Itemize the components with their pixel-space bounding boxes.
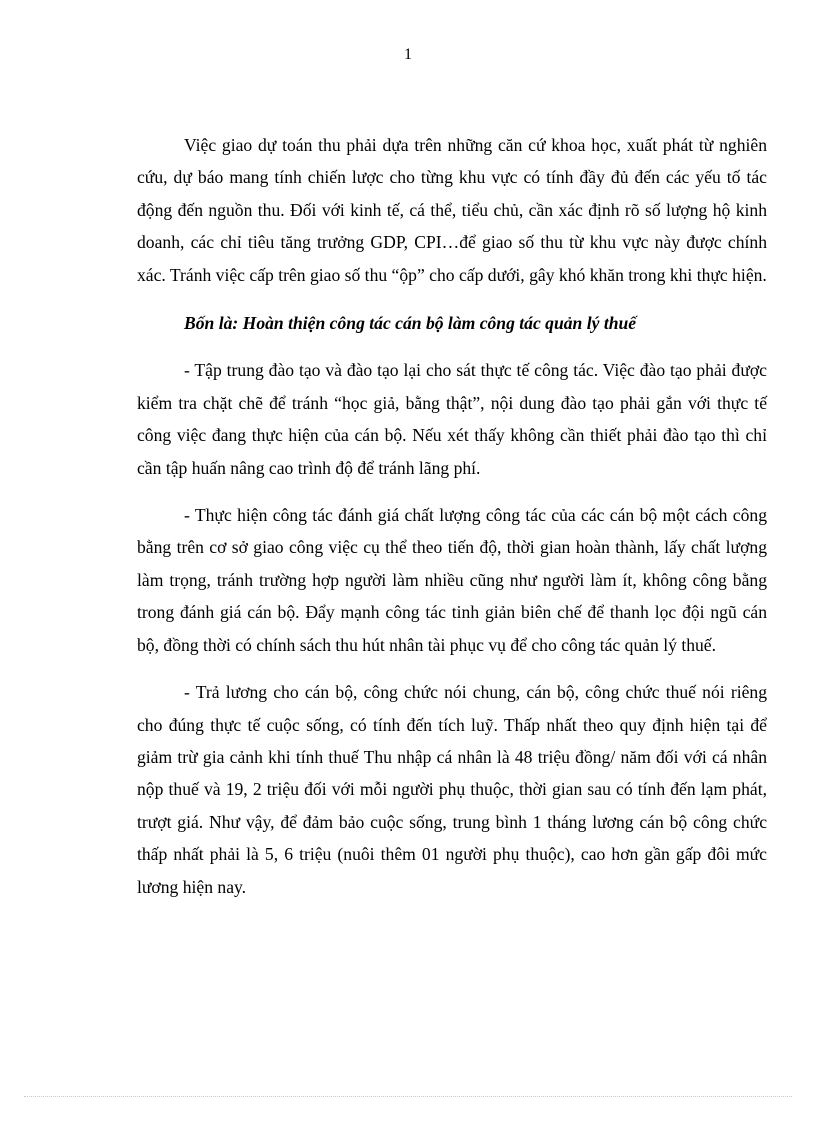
page-bottom-divider bbox=[24, 1096, 792, 1097]
paragraph-budget-allocation: Việc giao dự toán thu phải dựa trên những căn cứ khoa học, xuất phát từ nghiên cứu, dự báo mang tính chiến lược cho từng khu vực có tính đầy đủ đến các yếu tố tác động đến nguồn thu. Đối với kinh tế, cá thể, tiểu chủ, cần xác định rõ số lượng hộ kinh doanh, các chỉ tiêu tăng trưởng GDP, CPI…để giao số thu từ khu vực này được chính xác. Tránh việc cấp trên giao số thu “ộp” cho cấp dưới, gây khó khăn trong khi thực hiện. bbox=[137, 135, 767, 285]
document-body bbox=[137, 129, 767, 903]
paragraph-training: - Tập trung đào tạo và đào tạo lại cho sát thực tế công tác. Việc đào tạo phải được kiểm tra chặt chẽ để tránh “học giả, bằng thật”, nội dung đào tạo phải gắn với thực tế công việc đang thực hiện của cán bộ. Nếu xét thấy không cần thiết phải đào tạo thì chỉ cần tập huấn nâng cao trình độ để tránh lãng phí. bbox=[137, 360, 767, 478]
paragraph-evaluation: - Thực hiện công tác đánh giá chất lượng công tác của các cán bộ một cách công bằng trên cơ sở giao công việc cụ thể theo tiến độ, thời gian hoàn thành, lấy chất lượng làm trọng, tránh trường hợp người làm nhiều cũng như người làm ít, không công bằng trong đánh giá cán bộ. Đẩy mạnh công tác tinh giản biên chế để thanh lọc đội ngũ cán bộ, đồng thời có chính sách thu hút nhân tài phục vụ để cho công tác quản lý thuế. bbox=[137, 505, 767, 655]
section-heading: Bốn là: Hoàn thiện công tác cán bộ làm công tác quản lý thuế bbox=[184, 313, 637, 334]
page-number: 1 bbox=[404, 46, 412, 63]
paragraph-salary: - Trả lương cho cán bộ, công chức nói chung, cán bộ, công chức thuế nói riêng cho đúng thực tế cuộc sống, có tính đến tích luỹ. Thấp nhất theo quy định hiện tại để giảm trừ gia cảnh khi tính thuế Thu nhập cá nhân là 48 triệu đồng/ năm đối với cá nhân nộp thuế và 19, 2 triệu đối với mỗi người phụ thuộc, thời gian sau có tính đến lạm phát, trượt giá. Như vậy, để đảm bảo cuộc sống, trung bình 1 tháng lương cán bộ công chức thấp nhất phải là 5, 6 triệu (nuôi thêm 01 người phụ thuộc), cao hơn gần gấp đôi mức lương hiện nay. bbox=[137, 682, 767, 897]
